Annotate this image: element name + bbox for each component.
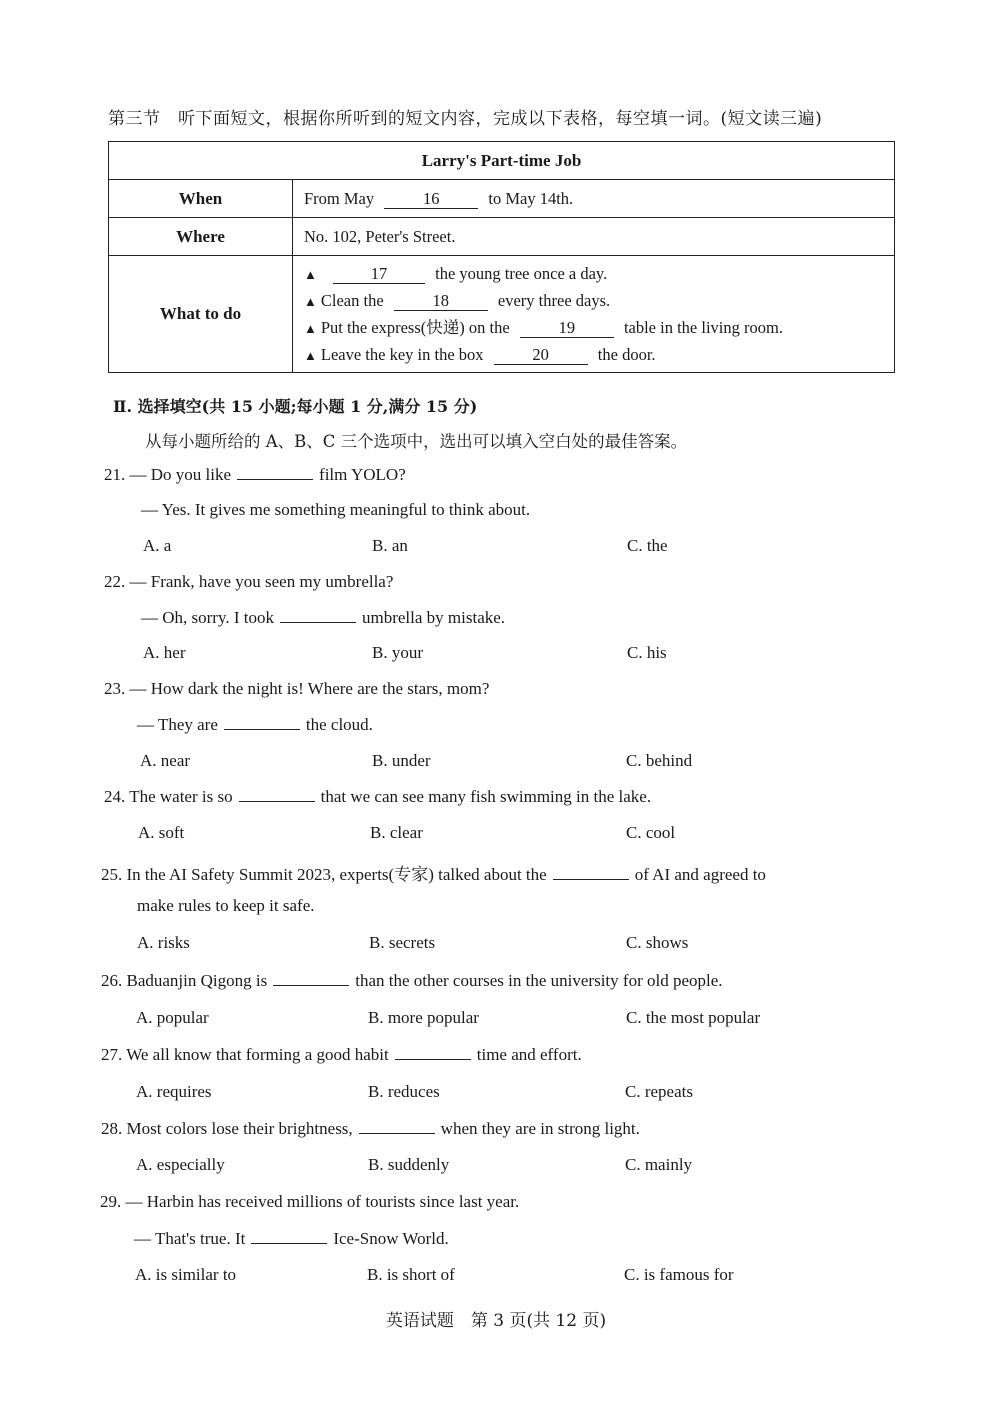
option-a[interactable]: A. popular — [136, 1008, 209, 1027]
option-c[interactable]: C. behind — [626, 751, 693, 770]
question-29: 29. — Harbin has received millions of tourists since last year. — [100, 1192, 520, 1211]
option-a[interactable]: A. her — [143, 643, 186, 662]
triangle-icon: ▲ — [304, 348, 317, 363]
option-b[interactable]: B. suddenly — [368, 1155, 450, 1174]
part2-heading: Ⅱ. 选择填空(共 15 小题;每小题 1 分,满分 15 分) — [113, 397, 478, 416]
question-21-reply: — Yes. It gives me something meaningful to think about. — [141, 500, 531, 519]
row-content-when: From May 16 to May 14th. — [293, 180, 895, 218]
row-content-what-to-do — [293, 256, 895, 373]
option-a[interactable]: A. risks — [137, 933, 190, 952]
todo-item: ▲ Clean the 18 every three days. — [304, 291, 611, 310]
blank-18[interactable]: 18 — [394, 292, 488, 311]
option-b[interactable]: B. an — [372, 536, 408, 555]
option-a[interactable]: A. especially — [136, 1155, 225, 1174]
option-a[interactable]: A. near — [140, 751, 191, 770]
option-b[interactable]: B. secrets — [369, 933, 436, 952]
option-a[interactable]: A. soft — [138, 823, 185, 842]
option-c[interactable]: C. the — [627, 536, 668, 555]
row-label-where: Where — [109, 218, 293, 256]
option-b[interactable]: B. your — [372, 643, 423, 662]
question-23: 23. — How dark the night is! Where are the stars, mom? — [104, 679, 490, 698]
answer-blank[interactable] — [395, 1045, 471, 1060]
question-27: 27. We all know that forming a good habit time and effort. — [101, 1045, 582, 1064]
option-a[interactable]: A. is similar to — [135, 1265, 237, 1284]
option-c[interactable]: C. the most popular — [626, 1008, 761, 1027]
page-footer: 英语试题 第 3 页(共 12 页) — [385, 1311, 607, 1331]
answer-blank[interactable] — [359, 1119, 435, 1134]
question-25: 25. In the AI Safety Summit 2023, experts(专家) talked about the of AI and agreed to — [101, 865, 766, 884]
row-label-what-to-do: What to do — [109, 256, 293, 373]
option-c[interactable]: C. is famous for — [624, 1265, 734, 1284]
option-b[interactable]: B. clear — [370, 823, 423, 842]
question-25-cont: make rules to keep it safe. — [137, 896, 315, 915]
todo-item: ▲ 17 the young tree once a day. — [304, 264, 608, 283]
option-c[interactable]: C. cool — [626, 823, 676, 842]
todo-item: ▲ Put the express(快递) on the 19 table in the living room. — [304, 318, 783, 337]
option-c[interactable]: C. repeats — [625, 1082, 693, 1101]
question-23-reply: — They are the cloud. — [137, 715, 373, 734]
answer-blank[interactable] — [224, 715, 300, 730]
option-b[interactable]: B. reduces — [368, 1082, 440, 1101]
question-21: 21. — Do you like film YOLO? — [104, 465, 406, 484]
option-a[interactable]: A. requires — [136, 1082, 212, 1101]
answer-blank[interactable] — [251, 1229, 327, 1244]
option-c[interactable]: C. his — [627, 643, 667, 662]
answer-blank[interactable] — [273, 971, 349, 986]
question-28: 28. Most colors lose their brightness, when they are in strong light. — [101, 1119, 640, 1138]
option-b[interactable]: B. under — [372, 751, 431, 770]
triangle-icon: ▲ — [304, 294, 317, 309]
blank-19[interactable]: 19 — [520, 319, 614, 338]
section3-heading: 第三节 听下面短文，根据你所听到的短文内容，完成以下表格，每空填一词。(短文读三遍) — [108, 109, 823, 129]
option-b[interactable]: B. more popular — [368, 1008, 479, 1027]
todo-item: ▲ Leave the key in the box 20 the door. — [304, 345, 656, 364]
answer-blank[interactable] — [553, 865, 629, 880]
option-c[interactable]: C. mainly — [625, 1155, 693, 1174]
blank-17[interactable]: 17 — [333, 265, 425, 284]
listening-table — [108, 141, 895, 373]
question-22: 22. — Frank, have you seen my umbrella? — [104, 572, 394, 591]
option-a[interactable]: A. a — [143, 536, 172, 555]
question-22-reply: — Oh, sorry. I took umbrella by mistake. — [141, 608, 506, 627]
option-b[interactable]: B. is short of — [367, 1265, 455, 1284]
table-title: Larry's Part-time Job — [109, 142, 895, 180]
blank-16[interactable]: 16 — [384, 190, 478, 209]
question-29-reply: — That's true. It Ice-Snow World. — [134, 1229, 449, 1248]
row-label-when: When — [109, 180, 293, 218]
answer-blank[interactable] — [280, 608, 356, 623]
triangle-icon: ▲ — [304, 321, 317, 336]
part2-instruction: 从每小题所给的 A、B、C 三个选项中，选出可以填入空白处的最佳答案。 — [145, 432, 688, 451]
option-c[interactable]: C. shows — [626, 933, 689, 952]
triangle-icon: ▲ — [304, 267, 317, 282]
answer-blank[interactable] — [239, 787, 315, 802]
answer-blank[interactable] — [237, 465, 313, 480]
blank-20[interactable]: 20 — [494, 346, 588, 365]
row-content-where: No. 102, Peter's Street. — [293, 218, 895, 256]
question-24: 24. The water is so that we can see many fish swimming in the lake. — [104, 787, 652, 806]
question-26: 26. Baduanjin Qigong is than the other courses in the university for old people. — [101, 971, 723, 990]
